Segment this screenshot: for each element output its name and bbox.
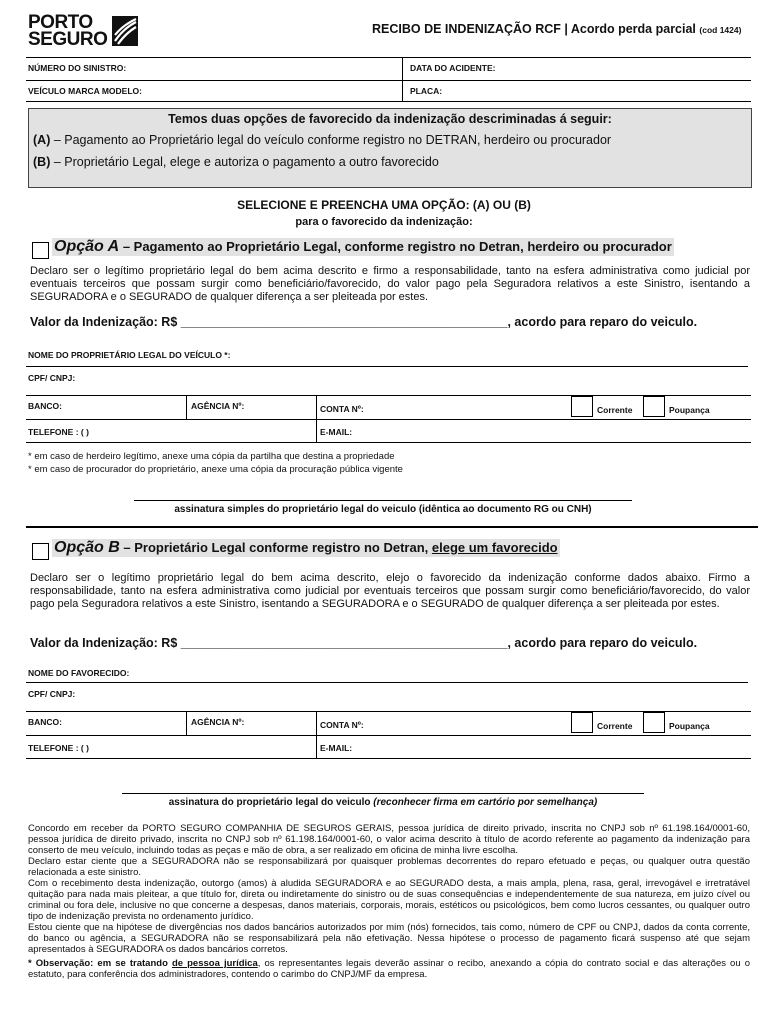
option-b-telefone-field[interactable]: TELEFONE : ( ) [28, 743, 89, 753]
option-a-title: – Pagamento ao Proprietário Legal, conforme registro no Detran, herdeiro ou procurador [119, 239, 672, 254]
option-b-cpf-field[interactable]: CPF/ CNPJ: [28, 689, 76, 699]
observation-note [28, 958, 750, 980]
numero-sinistro-field[interactable]: NÚMERO DO SINISTRO: [28, 63, 127, 73]
option-b-email-field[interactable]: E-MAIL: [320, 743, 353, 753]
options-box [28, 108, 752, 188]
option-a-agencia-field[interactable]: AGÊNCIA Nº: [191, 401, 245, 411]
field-line [26, 682, 748, 683]
option-a-desc-text: – Pagamento ao Proprietário legal do veículo conforme registro no DETRAN, herdeiro ou procurador [50, 133, 612, 147]
option-a-poupanca-checkbox[interactable] [643, 396, 665, 417]
legal-terms [28, 823, 750, 980]
option-a-conta-field[interactable]: CONTA Nº: [320, 404, 364, 414]
signature-line [134, 500, 632, 501]
option-b-signature-label [122, 797, 644, 808]
option-b-agencia-field[interactable]: AGÊNCIA Nº: [191, 717, 245, 727]
field-line [26, 735, 751, 736]
field-line [186, 711, 187, 735]
grid-line [26, 80, 751, 81]
grid-line [26, 57, 751, 58]
select-instruction-sub: para o favorecido da indenização: [295, 216, 473, 228]
option-a-cpf-field[interactable]: CPF/ CNPJ: [28, 373, 76, 383]
data-acidente-field[interactable]: DATA DO ACIDENTE: [410, 63, 496, 73]
legal-paragraph-1: Concordo em receber da PORTO SEGURO COMPANHIA DE SEGUROS GERAIS, pessoa jurídica de direito privado, inscrita no CNPJ sob nº 61.198.164/0001-60, pessoa jurídica de direito privado, inscrita no CNPJ sob nº 61.198.164/0001-60, o valor acima descrito à título de acordo referente ao pagamento da indenização para conserto de meu veículo, incluindo todas as peças e mão de obra, a ser realizado em oficina de minha livre escolha. [28, 823, 750, 856]
legal-paragraph-4: Estou ciente que na hipótese de divergências nos dados bancários autorizados por mim (nós) fornecidos, tais como, número de CPF ou CNPJ, dados da conta corrente, do banco ou agência, a SEGURADORA não se responsabilizará pela não efetivação. Nessa hipótese o processo de pagamento ficará suspenso até que sejam apresentados à SEGURADORA os dados bancários corretos. [28, 922, 750, 955]
section-divider [26, 526, 758, 528]
option-b-checkbox[interactable] [32, 543, 49, 560]
option-b-valor-field[interactable]: Valor da Indenização: R$ _______________________________________________, acordo para reparo do veiculo. [30, 636, 698, 650]
option-b-title: – Proprietário Legal conforme registro no Detran, [119, 540, 432, 555]
option-b-declaration: Declaro ser o legítimo proprietário legal do bem acima descrito, elejo o favorecido da indenização conforme dados abaixo. Firmo a responsabilidade, tanto na esfera administrativa como judicial por eventuais terceiros que possam surgir como beneficiário/favorecido, do valor pago pela Seguradora relativos a este Sinistro, isentando a SEGURADORA e o SEGURADO de qualquer diferença a ser pleiteada por estes. [30, 572, 750, 610]
field-line [316, 395, 317, 442]
field-line [186, 395, 187, 419]
option-b-heading [52, 539, 560, 557]
options-heading: Temos duas opções de favorecido da indenização descriminadas á seguir: [168, 112, 612, 126]
logo-mark-icon [112, 16, 138, 46]
option-a-valor-field[interactable]: Valor da Indenização: R$ _______________________________________________, acordo para reparo do veiculo. [30, 315, 698, 329]
legal-paragraph-3: Com o recebimento desta indenização, outorgo (amos) à aludida SEGURADORA e ao SEGURADO desta, a mais ampla, plena, rasa, geral, irrevogável e irretratável quitação para nada mais pleitear, a que título for, direta ou indiretamente do sinistro ou de suas consequências e independentemente de sua natureza, em juízo cível ou criminal ou fora dele, inclusive no que concerne a despesas, danos materiais, corporais, morais, estéticos ou psicológicos, bem como lucros cessantes, ou qualquer outro tipo de indenização prevista no ordenamento jurídico. [28, 878, 750, 922]
option-b-title-underlined: elege um favorecido [431, 540, 558, 555]
option-b-nome-field[interactable]: NOME DO FAVORECIDO: [28, 668, 130, 678]
option-b-label: Opção B [54, 539, 120, 556]
logo-line1: PORTO [28, 12, 93, 33]
grid-line [26, 101, 751, 102]
option-b-banco-field[interactable]: BANCO: [28, 717, 62, 727]
field-line [316, 711, 317, 758]
placa-field[interactable]: PLACA: [410, 86, 443, 96]
field-line [26, 419, 751, 420]
option-a-tag: (A) [33, 133, 51, 147]
option-b-tag: (B) [33, 155, 51, 169]
option-b-poupanca-checkbox[interactable] [643, 712, 665, 733]
logo-line2: SEGURO [28, 29, 108, 50]
legal-paragraph-2: Declaro estar ciente que a SEGURADORA não se responsabilizará por quaisquer problemas decorrentes do reparo efetuado e peças, ou qualquer outra questão relacionada a este sinistro. [28, 856, 750, 878]
grid-line [402, 57, 403, 101]
field-line [26, 758, 751, 759]
signature-line [122, 793, 644, 794]
option-b-conta-field[interactable]: CONTA Nº: [320, 720, 364, 730]
title-code: (cod 1424) [699, 25, 742, 35]
option-a-description [33, 133, 611, 147]
option-b-desc-text: – Proprietário Legal, elege e autoriza o pagamento a outro favorecido [50, 155, 439, 169]
logo-text [28, 14, 107, 48]
field-line [26, 366, 748, 367]
observation-underlined: de pessoa jurídica [171, 958, 258, 969]
veiculo-field[interactable]: VEÍCULO MARCA MODELO: [28, 86, 142, 96]
document-title [372, 22, 741, 36]
option-a-checkbox[interactable] [32, 242, 49, 259]
option-b-corrente-checkbox[interactable] [571, 712, 593, 733]
option-a-telefone-field[interactable]: TELEFONE : ( ) [28, 427, 89, 437]
title-text: RECIBO DE INDENIZAÇÃO RCF | Acordo perda parcial [372, 22, 696, 36]
option-a-label: Opção A [54, 238, 120, 255]
option-b-description [33, 155, 439, 169]
option-b-corrente-label: Corrente [597, 721, 633, 731]
option-a-corrente-checkbox[interactable] [571, 396, 593, 417]
option-a-signature-label: assinatura simples do proprietário legal do veiculo (idêntica ao documento RG ou CNH) [174, 504, 592, 515]
option-a-heading [52, 238, 674, 256]
select-instruction: SELECIONE E PREENCHA UMA OPÇÃO: (A) OU (B) [237, 198, 531, 212]
observation-label: * Observação: em se tratando [28, 958, 172, 969]
option-a-email-field[interactable]: E-MAIL: [320, 427, 353, 437]
observation-text: , os representantes legais deverão assinar o recibo, anexando a cópia do contrato social e das alterações ou o estatuto, para conferência dos administradores, contendo o carimbo do CNPJ/MF da empresa. [28, 958, 750, 980]
option-b-poupanca-label: Poupança [669, 721, 710, 731]
option-a-corrente-label: Corrente [597, 405, 633, 415]
option-a-nome-field[interactable]: NOME DO PROPRIETÁRIO LEGAL DO VEÍCULO *: [28, 350, 231, 360]
option-b-signature-text: assinatura do proprietário legal do veiculo [168, 797, 374, 808]
option-a-declaration: Declaro ser o legítimo proprietário legal do bem acima descrito e firmo a responsabilidade, tanto na esfera administrativa como judicial por eventuais terceiros que possam surgir como beneficiário/favorecido, do valor pago pela Seguradora relativos a este Sinistro, isentando a SEGURADORA e o SEGURADO de qualquer diferença a ser pleiteada por estes. [30, 265, 750, 303]
field-line [26, 442, 751, 443]
porto-seguro-logo [28, 14, 140, 50]
option-a-note-herdeiro: * em caso de herdeiro legítimo, anexe uma cópia da partilha que destina a propriedade [28, 451, 395, 462]
option-a-note-procurador: * em caso de procurador do proprietário, anexe uma cópia da procuração pública vigente [28, 464, 403, 475]
option-a-poupanca-label: Poupança [669, 405, 710, 415]
option-a-banco-field[interactable]: BANCO: [28, 401, 62, 411]
option-b-signature-note: (reconhecer firma em cartório por semelhança) [373, 797, 598, 808]
